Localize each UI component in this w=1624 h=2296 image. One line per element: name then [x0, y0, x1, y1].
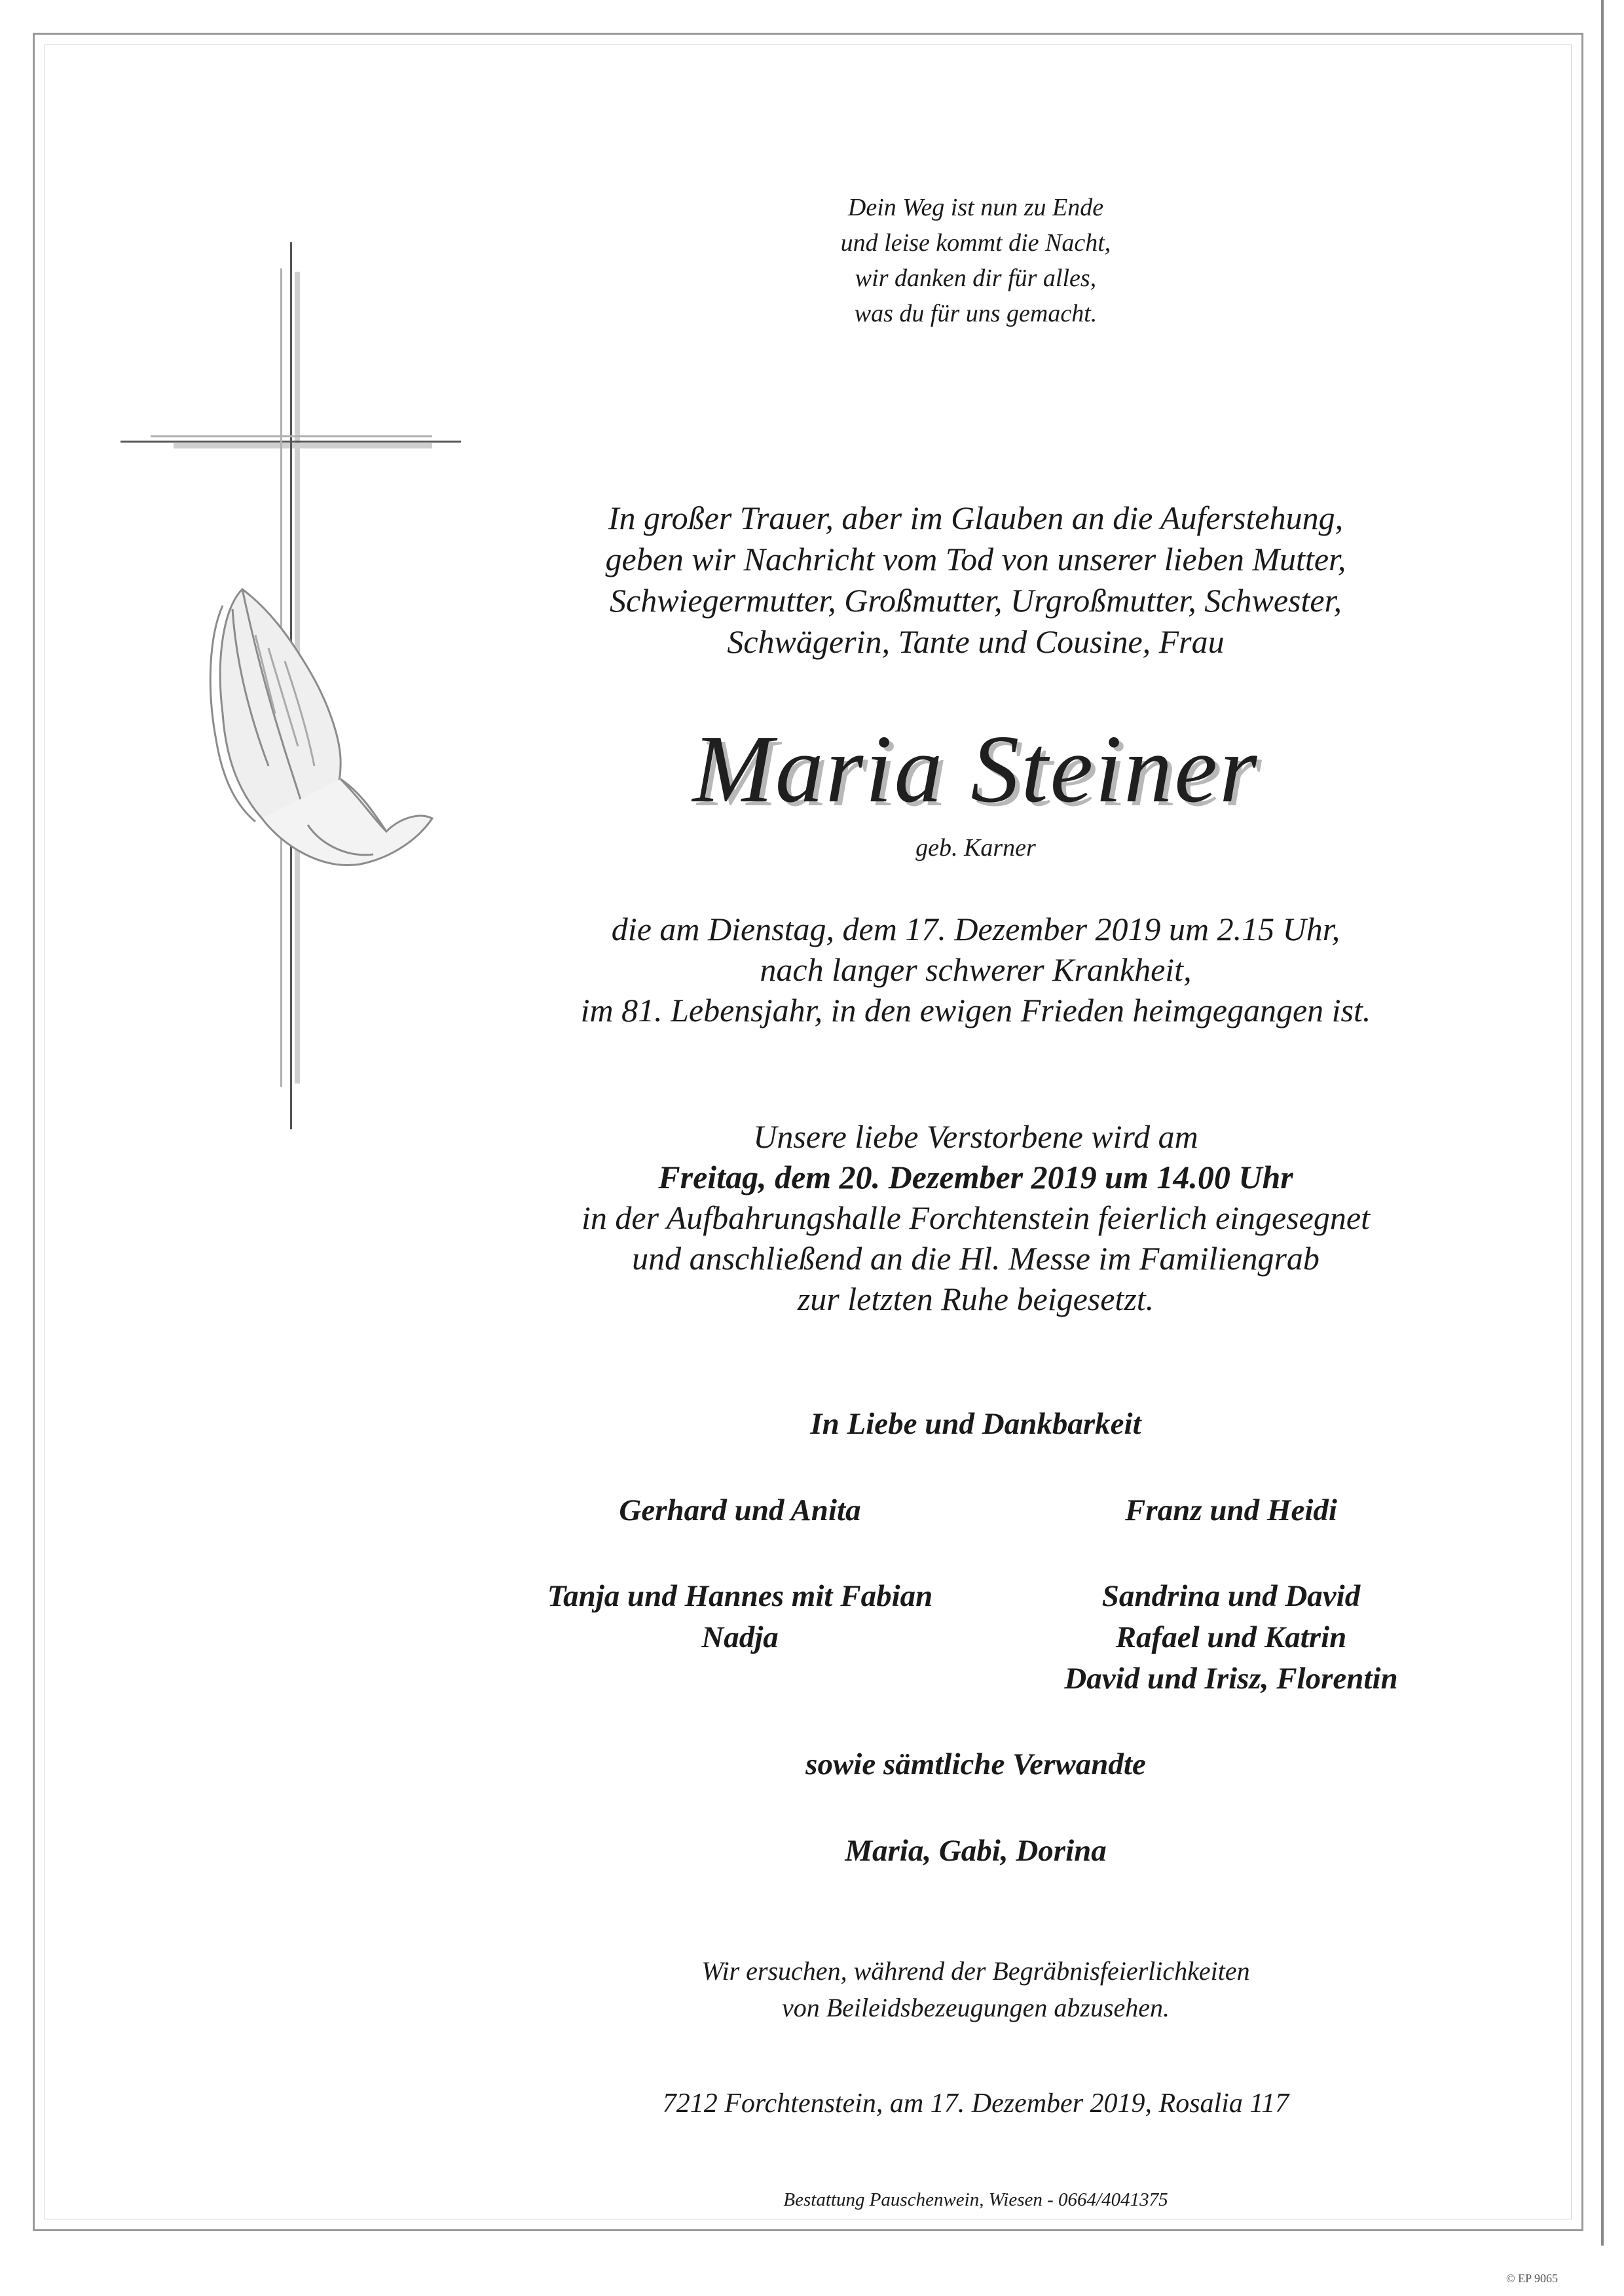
poem	[517, 190, 1434, 331]
death-line: nach langer schwerer Krankheit,	[760, 951, 1192, 988]
intro-line: geben wir Nachricht vom Tod von unserer lieben Mutter,	[605, 541, 1346, 577]
intro-text	[517, 498, 1434, 663]
poem-line: wir danken dir für alles,	[855, 264, 1097, 292]
relatives-line: sowie sämtliche Verwandte	[805, 1747, 1146, 1781]
mourners-heading: In Liebe und Dankbarkeit	[810, 1407, 1141, 1441]
signers-line: Maria, Gabi, Dorina	[845, 1834, 1107, 1868]
undertaker-info: Bestattung Pauschenwein, Wiesen - 0664/4041375	[783, 2189, 1168, 2210]
intro-line: Schwiegermutter, Großmutter, Urgroßmutter, Schwester,	[610, 582, 1342, 619]
left-children: Gerhard und Anita	[619, 1493, 861, 1527]
funeral-line: zur letzten Ruhe beigesetzt.	[797, 1281, 1154, 1317]
right-grandchildren	[950, 1576, 1513, 1700]
request-line: von Beileidsbezeugungen abzusehen.	[781, 1993, 1170, 2022]
left-grandchildren	[458, 1576, 1022, 1658]
grandchild-line: Nadja	[701, 1620, 779, 1654]
intro-line: Schwägerin, Tante und Cousine, Frau	[727, 623, 1225, 660]
maiden-name: geb. Karner	[915, 834, 1036, 862]
poem-line: und leise kommt die Nacht,	[840, 229, 1111, 257]
cross-icon	[111, 242, 478, 1139]
poem-line: Dein Weg ist nun zu Ende	[847, 194, 1104, 221]
template-code: © EP 9065	[1506, 2272, 1559, 2285]
grandchild-line: David und Irisz, Florentin	[1064, 1662, 1398, 1696]
death-line: im 81. Lebensjahr, in den ewigen Frieden heimgegangen ist.	[580, 992, 1371, 1029]
funeral-line: und anschließend an die Hl. Messe im Familiengrab	[632, 1240, 1320, 1277]
place-date: 7212 Forchtenstein, am 17. Dezember 2019, Rosalia 117	[662, 2088, 1289, 2119]
intro-line: In großer Trauer, aber im Glauben an die Auferstehung,	[608, 500, 1344, 536]
condolence-request	[517, 1953, 1434, 2026]
right-children: Franz und Heidi	[1125, 1493, 1337, 1527]
deceased-name: Maria Steiner	[692, 716, 1259, 823]
grandchild-line: Sandrina und David	[1101, 1579, 1361, 1613]
poem-line: was du für uns gemacht.	[854, 300, 1098, 327]
praying-hands-icon	[210, 589, 432, 866]
death-line: die am Dienstag, dem 17. Dezember 2019 um 2.15 Uhr,	[611, 911, 1340, 947]
scan-edge-line	[1601, 0, 1604, 2246]
grandchild-line: Rafael und Katrin	[1115, 1620, 1347, 1654]
funeral-line: in der Aufbahrungshalle Forchtenstein feierlich eingesegnet	[581, 1199, 1370, 1236]
funeral-details	[517, 1116, 1434, 1319]
request-line: Wir ersuchen, während der Begräbnisfeierlichkeiten	[701, 1956, 1250, 1986]
grandchild-line: Tanja und Hannes mit Fabian	[547, 1579, 933, 1613]
funeral-date: Freitag, dem 20. Dezember 2019 um 14.00 Uhr	[658, 1159, 1293, 1195]
death-notice	[517, 909, 1434, 1030]
funeral-line: Unsere liebe Verstorbene wird am	[753, 1118, 1198, 1155]
